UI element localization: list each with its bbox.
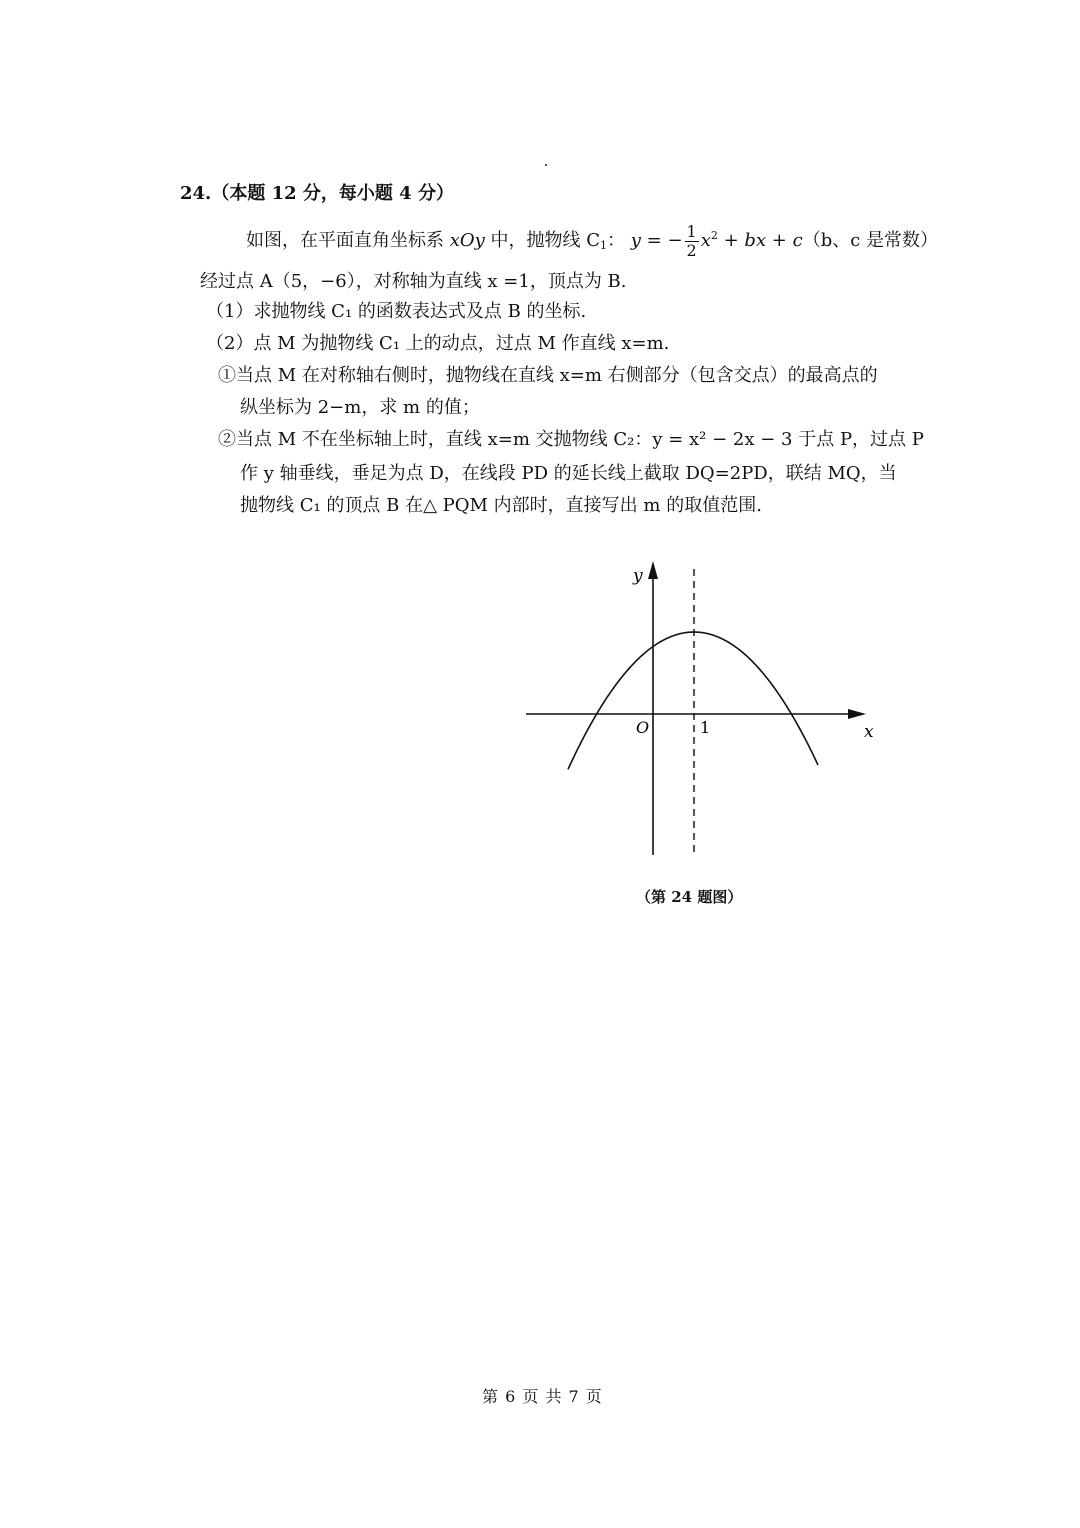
- subpart-2-line-3: 抛物线 C₁ 的顶点 B 在△ PQM 内部时，直接写出 m 的取值范围.: [240, 495, 762, 516]
- origin-label: O: [636, 718, 650, 737]
- part-1: （1）求抛物线 C₁ 的函数表达式及点 B 的坐标.: [206, 301, 587, 322]
- subpart-1-line-2: 纵坐标为 2−m，求 m 的值；: [240, 397, 480, 418]
- subpart-1-line-1: ①当点 M 在对称轴右侧时，抛物线在直线 x=m 右侧部分（包含交点）的最高点的: [218, 365, 878, 386]
- part-2: （2）点 M 为抛物线 C₁ 上的动点，过点 M 作直线 x=m.: [206, 333, 670, 354]
- y-axis-arrow: [648, 561, 658, 579]
- x-axis-arrow: [848, 709, 866, 719]
- question-condition: 经过点 A（5，−6），对称轴为直线 x =1，顶点为 B.: [200, 271, 627, 292]
- subpart-2-line-2: 作 y 轴垂线，垂足为点 D，在线段 PD 的延长线上截取 DQ=2PD，联结 MQ，当: [240, 463, 897, 484]
- question-header: 24.（本题 12 分，每小题 4 分）: [180, 183, 454, 204]
- parabola-figure: [520, 555, 880, 865]
- page-footer: 第 6 页 共 7 页: [482, 1387, 603, 1406]
- scan-speck: [545, 164, 547, 166]
- fraction-one-half: $\frac{1}{2}$: [686, 221, 697, 260]
- tick-label-one: 1: [700, 718, 711, 737]
- y-axis-label: y: [633, 566, 643, 586]
- parabola-curve: [568, 632, 818, 769]
- subpart-2-line-1: ②当点 M 不在坐标轴上时，直线 x=m 交抛物线 C₂：y = x² − 2x − 3 于点 P，过点 P: [218, 429, 924, 450]
- question-intro: 如图，在平面直角坐标系 xOy 中，抛物线 $C_1$： y = − $\frac{1}{2}$ $x^2$ + bx + c（b、c 是常数）: [246, 221, 939, 260]
- x-axis-label: x: [864, 722, 874, 742]
- figure-caption: （第 24 题图）: [636, 888, 743, 906]
